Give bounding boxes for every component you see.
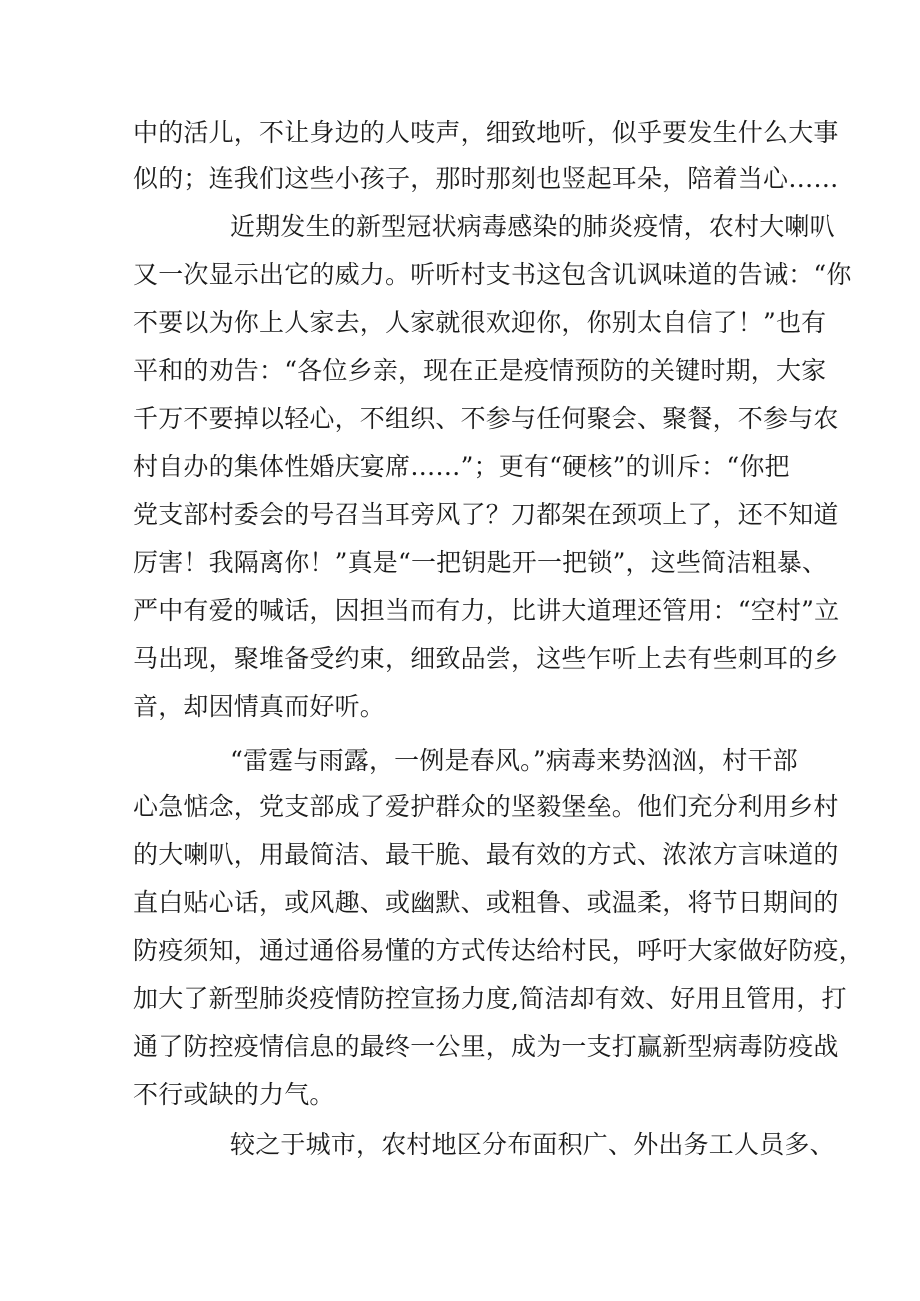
paragraph-line: 千万不要掉以轻心，不组织、不参与任何聚会、聚餐，不参与农 <box>133 404 839 433</box>
paragraph-line: 马出现，聚堆备受约束，细致品尝，这些乍听上去有些刺耳的乡 <box>133 644 839 673</box>
paragraph-line: 村自办的集体性婚庆宴席……”；更有“硬核”的训斥：“你把 <box>133 452 790 481</box>
paragraph-line: 直白贴心话，或风趣、或幽默、或粗鲁、或温柔，将节日期间的 <box>133 888 839 917</box>
paragraph-line: 似的；连我们这些小孩子，那时那刻也竖起耳朵，陪着当心…… <box>133 164 839 193</box>
paragraph-line: 又一次显示出它的威力。听听村支书这包含讥讽味道的告诫：“你 <box>133 260 852 289</box>
paragraph-line: “雷霆与雨露，一例是春风。”病毒来势汹汹，村干部 <box>230 746 798 775</box>
paragraph-line: 不行或缺的力气。 <box>133 1080 335 1109</box>
paragraph-line: 较之于城市，农村地区分布面积广、外出务工人员多、 <box>230 1130 835 1159</box>
paragraph-line: 严中有爱的喊话，因担当而有力，比讲大道理还管用：“空村”立 <box>133 596 840 625</box>
paragraph-line: 加大了新型肺炎疫情防控宣扬力度,简洁却有效、好用且管用，打 <box>133 984 847 1013</box>
paragraph-line: 的大喇叭，用最简洁、最干脆、最有效的方式、浓浓方言味道的 <box>133 840 839 869</box>
paragraph-line: 通了防控疫情信息的最终一公里，成为一支打赢新型病毒防疫战 <box>133 1032 839 1061</box>
paragraph-line: 音，却因情真而好听。 <box>133 692 386 721</box>
paragraph-line: 防疫须知，通过通俗易懂的方式传达给村民，呼吁大家做好防疫， <box>133 936 864 965</box>
paragraph-line: 党支部村委会的号召当耳旁风了？刀都架在颈项上了，还不知道 <box>133 500 839 529</box>
paragraph-line: 心急惦念，党支部成了爱护群众的坚毅堡垒。他们充分利用乡村 <box>133 792 839 821</box>
paragraph-line: 不要以为你上人家去，人家就很欢迎你，你别太自信了！”也有 <box>133 308 827 337</box>
paragraph-line: 近期发生的新型冠状病毒感染的肺炎疫情，农村大喇叭 <box>230 212 835 241</box>
paragraph-line: 中的活儿，不让身边的人吱声，细致地听，似乎要发生什么大事 <box>133 118 839 147</box>
paragraph-line: 厉害！我隔离你！”真是“一把钥匙开一把锁”，这些简洁粗暴、 <box>133 548 828 577</box>
paragraph-line: 平和的劝告：“各位乡亲，现在正是疫情预防的关键时期，大家 <box>133 356 827 385</box>
